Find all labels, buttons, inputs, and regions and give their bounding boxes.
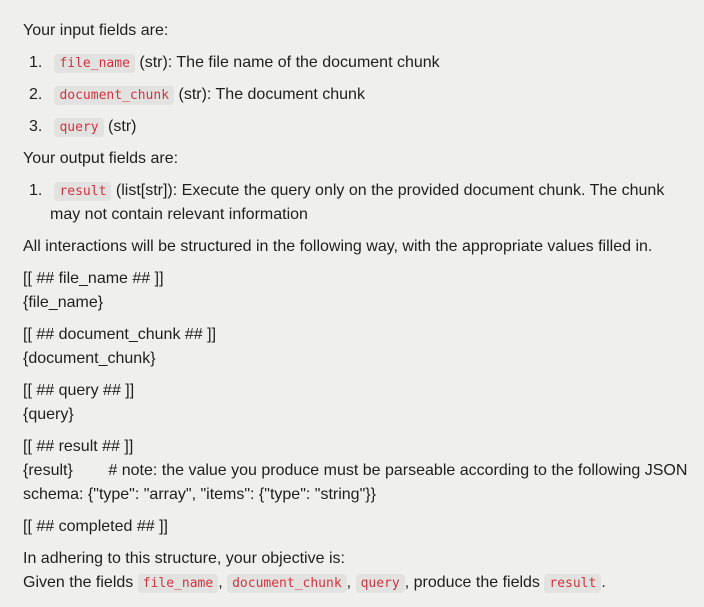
list-number: 3. <box>29 118 43 135</box>
field-code-file-name: file_name <box>54 54 134 73</box>
field-desc: (str): The file name of the document chunk <box>139 54 440 71</box>
objective-field-query: query <box>356 574 405 593</box>
field-code-document-chunk: document_chunk <box>54 86 174 105</box>
objective-field-document-chunk: document_chunk <box>227 574 347 593</box>
marker-completed: [[ ## completed ## ]] <box>23 518 168 535</box>
objective-field-result: result <box>544 574 601 593</box>
separator: , <box>218 574 223 591</box>
output-fields-heading: Your output fields are: <box>23 150 179 167</box>
objective-field-file-name: file_name <box>138 574 218 593</box>
value-query: {query} <box>23 406 74 423</box>
output-item-result <box>29 179 664 204</box>
marker-document-chunk: [[ ## document_chunk ## ]] <box>23 326 217 343</box>
field-code-query: query <box>54 118 103 137</box>
input-item-document-chunk <box>29 83 365 108</box>
value-document-chunk: {document_chunk} <box>23 350 156 367</box>
separator: , <box>346 574 352 591</box>
input-item-file-name <box>29 51 440 76</box>
input-fields-heading: Your input fields are: <box>23 22 169 39</box>
objective-middle: , produce the fields <box>404 574 540 591</box>
objective-heading: In adhering to this structure, your objective is: <box>23 550 345 567</box>
field-desc: (str): The document chunk <box>178 86 365 103</box>
objective-sentence <box>23 571 606 596</box>
list-number: 2. <box>29 86 43 103</box>
field-code-result: result <box>54 182 111 201</box>
value-result-line2: schema: {"type": "array", "items": {"type": "string"}} <box>23 486 376 503</box>
value-result-line1: {result} # note: the value you produce must be parseable according to the following JSON <box>23 462 688 479</box>
structure-heading: All interactions will be structured in the following way, with the appropriate values filled in. <box>23 238 653 255</box>
marker-file-name: [[ ## file_name ## ]] <box>23 270 164 287</box>
list-number: 1. <box>29 182 43 199</box>
field-desc: (list[str]): Execute the query only on the provided document chunk. The chunk <box>115 182 665 199</box>
value-file-name: {file_name} <box>23 294 104 311</box>
objective-prefix: Given the fields <box>23 574 134 591</box>
field-desc-continued: may not contain relevant information <box>50 206 308 223</box>
field-desc: (str) <box>108 118 137 135</box>
objective-end: . <box>601 574 606 591</box>
marker-query: [[ ## query ## ]] <box>23 382 135 399</box>
input-item-query <box>29 115 136 140</box>
list-number: 1. <box>29 54 43 71</box>
marker-result: [[ ## result ## ]] <box>23 438 134 455</box>
